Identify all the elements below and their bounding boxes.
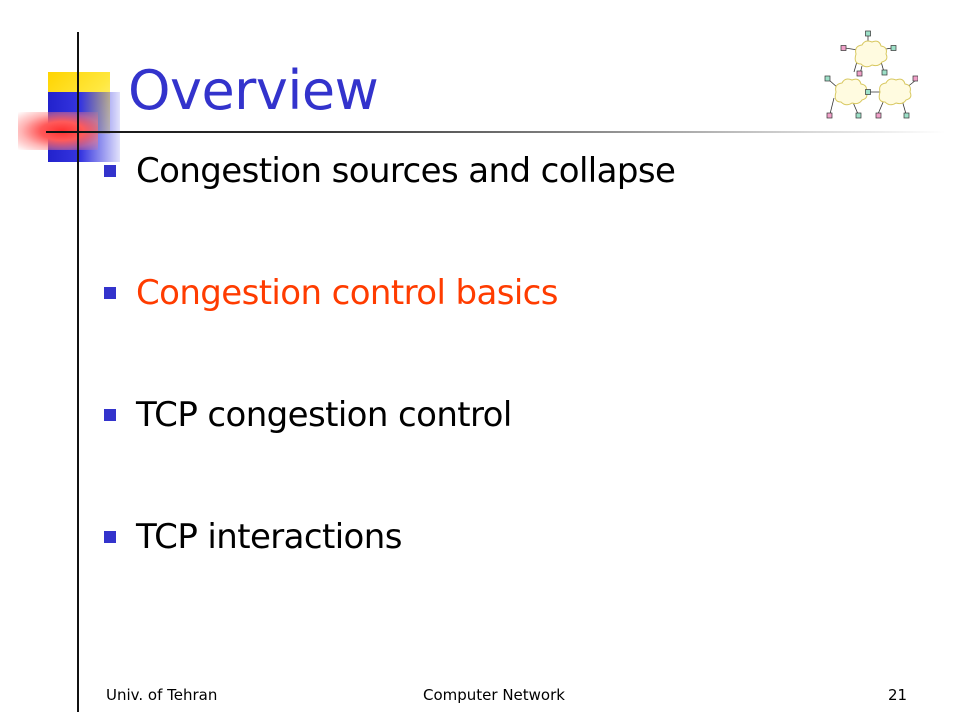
- bullet-item-highlighted: [104, 268, 675, 318]
- square-bullet-icon: [104, 165, 116, 177]
- square-bullet-icon: [104, 287, 116, 299]
- bullet-text: Congestion sources and collapse: [136, 151, 676, 191]
- slide-number: 21: [888, 686, 908, 704]
- slide-title: Overview: [128, 59, 379, 122]
- bullet-item: [104, 390, 675, 440]
- vertical-rule: [77, 32, 79, 712]
- square-bullet-icon: [104, 409, 116, 421]
- bullet-text: Congestion control basics: [136, 273, 558, 313]
- square-bullet-icon: [104, 531, 116, 543]
- title-underline-rule: [46, 131, 946, 133]
- footer-institution: Univ. of Tehran: [106, 686, 218, 704]
- bullet-item: [104, 146, 675, 196]
- footer-course: Computer Network: [423, 686, 565, 704]
- bullet-text: TCP interactions: [136, 517, 402, 557]
- bullet-list: [104, 146, 675, 634]
- network-clouds-icon: [818, 26, 918, 122]
- bullet-item: [104, 512, 675, 562]
- bullet-text: TCP congestion control: [136, 395, 512, 435]
